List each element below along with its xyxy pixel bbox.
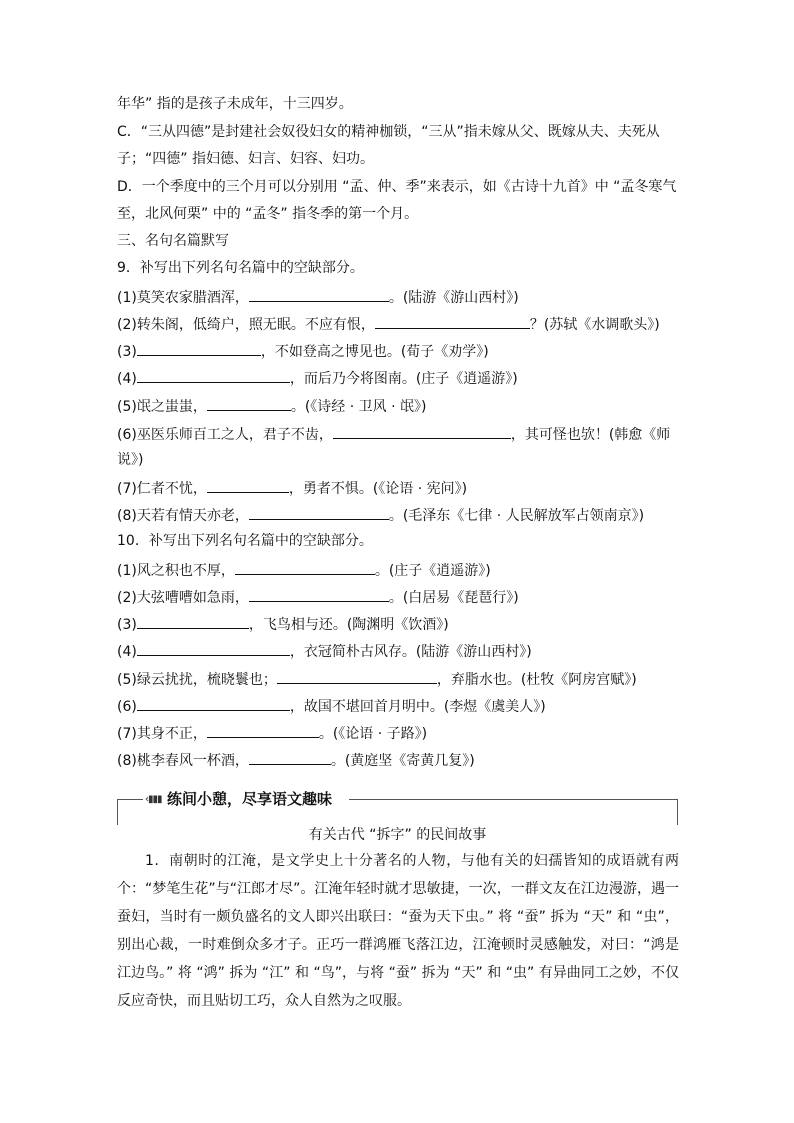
option-c-line-2: 子；“四德” 指妇德、妇言、妇容、妇功。	[117, 151, 374, 167]
q9-item-3	[117, 341, 489, 361]
fill-blank[interactable]	[137, 368, 290, 383]
option-d-line-1: D．一个季度中的三个月可以分别用 “孟、仲、季”来表示，如《古诗十九首》中 “孟冬寒气	[117, 179, 677, 195]
fill-blank[interactable]	[333, 424, 511, 439]
item-text: (7)其身不正，	[117, 726, 207, 742]
fill-blank[interactable]	[235, 560, 375, 575]
item-text: (6)巫医乐师百工之人，君子不齿，	[117, 427, 333, 443]
item-text: (5)绿云扰扰，梳晓鬟也；	[117, 672, 277, 688]
q9-item-5	[117, 396, 426, 416]
fill-blank[interactable]	[277, 669, 437, 684]
item-text: (8)桃李春风一杯酒，	[117, 753, 249, 769]
item-text: (1)风之积也不厚，	[117, 563, 235, 579]
fill-blank[interactable]	[249, 287, 389, 302]
item-text: (5)氓之蚩蚩，	[117, 399, 207, 415]
story-paragraph: 1．南朝时的江淹，是文学史上十分著名的人物，与他有关的妇孺皆知的成语就有两个：“梦笔生花”与“江郎才尽”。江淹年轻时就才思敏捷，一次，一群文友在江边漫游，遇一蚕妇，当时有一颇负盛名的文人即兴出联曰：“蚕为天下虫。” 将 “蚕” 拆为 “天” 和 “虫”，别出心裁，一时难倒众多才子。正巧一群鸿雁飞落江边，江淹顿时灵感触发，对曰：“鸿是江边鸟。” 将 “鸿” 拆为 “江” 和 “鸟”，与将 “蚕” 拆为 “天” 和 “虫” 有异曲同工之妙，不仅反应奇快，而且贴切工巧，众人自然为之叹服。	[117, 853, 679, 1009]
option-b-continuation: 年华” 指的是孩子未成年，十三四岁。	[117, 96, 353, 112]
item-text: (1)莫笑农家腊酒浑，	[117, 290, 249, 306]
item-text: (2)转朱阁，低绮户，照无眠。不应有恨，	[117, 317, 375, 333]
fill-blank[interactable]	[137, 614, 249, 629]
q9-item-7	[117, 478, 467, 498]
item-source: 。(庄子《逍遥游》)	[374, 563, 491, 579]
fill-blank[interactable]	[207, 396, 291, 411]
item-text: (3)	[117, 344, 137, 360]
item-text: (6)	[117, 699, 137, 715]
item-source: ，不如登高之博见也。(荀子《劝学》)	[260, 344, 489, 360]
question-10-prompt: 10．补写出下列名句名篇中的空缺部分。	[117, 533, 373, 549]
item-source: ，其可怪也欤！(韩愈《师	[510, 427, 671, 443]
item-source: ？(苏轼《水调歌头》)	[529, 317, 660, 333]
q10-item-4	[117, 641, 532, 661]
item-source: ，弃脂水也。(杜牧《阿房宫赋》)	[436, 672, 637, 688]
item-source: ，故国不堪回首月明中。(李煜《虞美人》)	[289, 699, 546, 715]
item-text: (8)天若有情天亦老，	[117, 508, 249, 524]
item-text: (3)	[117, 617, 137, 633]
q10-item-3	[117, 614, 449, 634]
q9-item-4	[117, 368, 518, 388]
section-banner	[117, 790, 678, 826]
q9-item-8	[117, 505, 644, 525]
q9-item-2	[117, 314, 660, 334]
fill-blank[interactable]	[249, 750, 331, 765]
item-source: ，勇者不惧。(《论语 · 宪问》)	[288, 481, 468, 497]
q9-item-6	[117, 424, 670, 444]
q10-item-1	[117, 560, 491, 580]
q10-item-6	[117, 696, 546, 716]
fill-blank[interactable]	[137, 341, 261, 356]
q9-item-1	[117, 287, 519, 307]
item-source: 。(《论语 · 子路》)	[318, 726, 428, 742]
banner-title: 练间小憩，尽享语文趣味	[167, 790, 333, 808]
item-source: 。(陆游《游山西村》)	[388, 290, 519, 306]
banner-rule-left	[117, 799, 143, 800]
option-d-line-2: 至，北风何栗” 中的 “孟冬” 指冬季的第一个月。	[117, 206, 419, 222]
fill-blank[interactable]	[207, 723, 319, 738]
item-text: (4)	[117, 644, 137, 660]
story-title: 有关古代 “拆字” 的民间故事	[308, 827, 487, 843]
item-source: 。(《诗经 · 卫风 · 氓》)	[290, 399, 427, 415]
banner-bars-icon: ‹▮▮▮	[145, 794, 162, 805]
item-source: 。(毛泽东《七律 · 人民解放军占领南京》)	[388, 508, 645, 524]
banner-rule-right	[349, 799, 678, 800]
fill-blank[interactable]	[375, 314, 530, 329]
item-source: 。(白居易《琵琶行》)	[388, 590, 519, 606]
q10-item-5	[117, 669, 637, 689]
section-heading: 三、名句名篇默写	[117, 233, 229, 249]
fill-blank[interactable]	[207, 478, 289, 493]
q10-item-7	[117, 723, 427, 743]
banner-bracket-left	[117, 799, 118, 825]
option-c-line-1: C．“三从四德”是封建社会奴役妇女的精神枷锁，“三从”指未嫁从父、既嫁从夫、夫死从	[117, 124, 660, 140]
fill-blank[interactable]	[137, 696, 290, 711]
fill-blank[interactable]	[137, 641, 290, 656]
banner-bracket-right	[677, 799, 678, 825]
item-source: 。(黄庭坚《寄黄几复》)	[330, 753, 475, 769]
fill-blank[interactable]	[249, 587, 389, 602]
q10-item-8	[117, 750, 475, 770]
q9-item-6-continuation: 说》)	[117, 452, 144, 468]
item-source: ，而后乃今将图南。(庄子《逍遥游》)	[289, 371, 518, 387]
item-text: (4)	[117, 371, 137, 387]
fill-blank[interactable]	[249, 505, 389, 520]
question-9-prompt: 9．补写出下列名句名篇中的空缺部分。	[117, 260, 364, 276]
item-text: (2)大弦嘈嘈如急雨，	[117, 590, 249, 606]
q10-item-2	[117, 587, 519, 607]
item-source: ，衣冠简朴古风存。(陆游《游山西村》)	[289, 644, 532, 660]
item-text: (7)仁者不忧，	[117, 481, 207, 497]
item-source: ，飞鸟相与还。(陶渊明《饮酒》)	[248, 617, 449, 633]
